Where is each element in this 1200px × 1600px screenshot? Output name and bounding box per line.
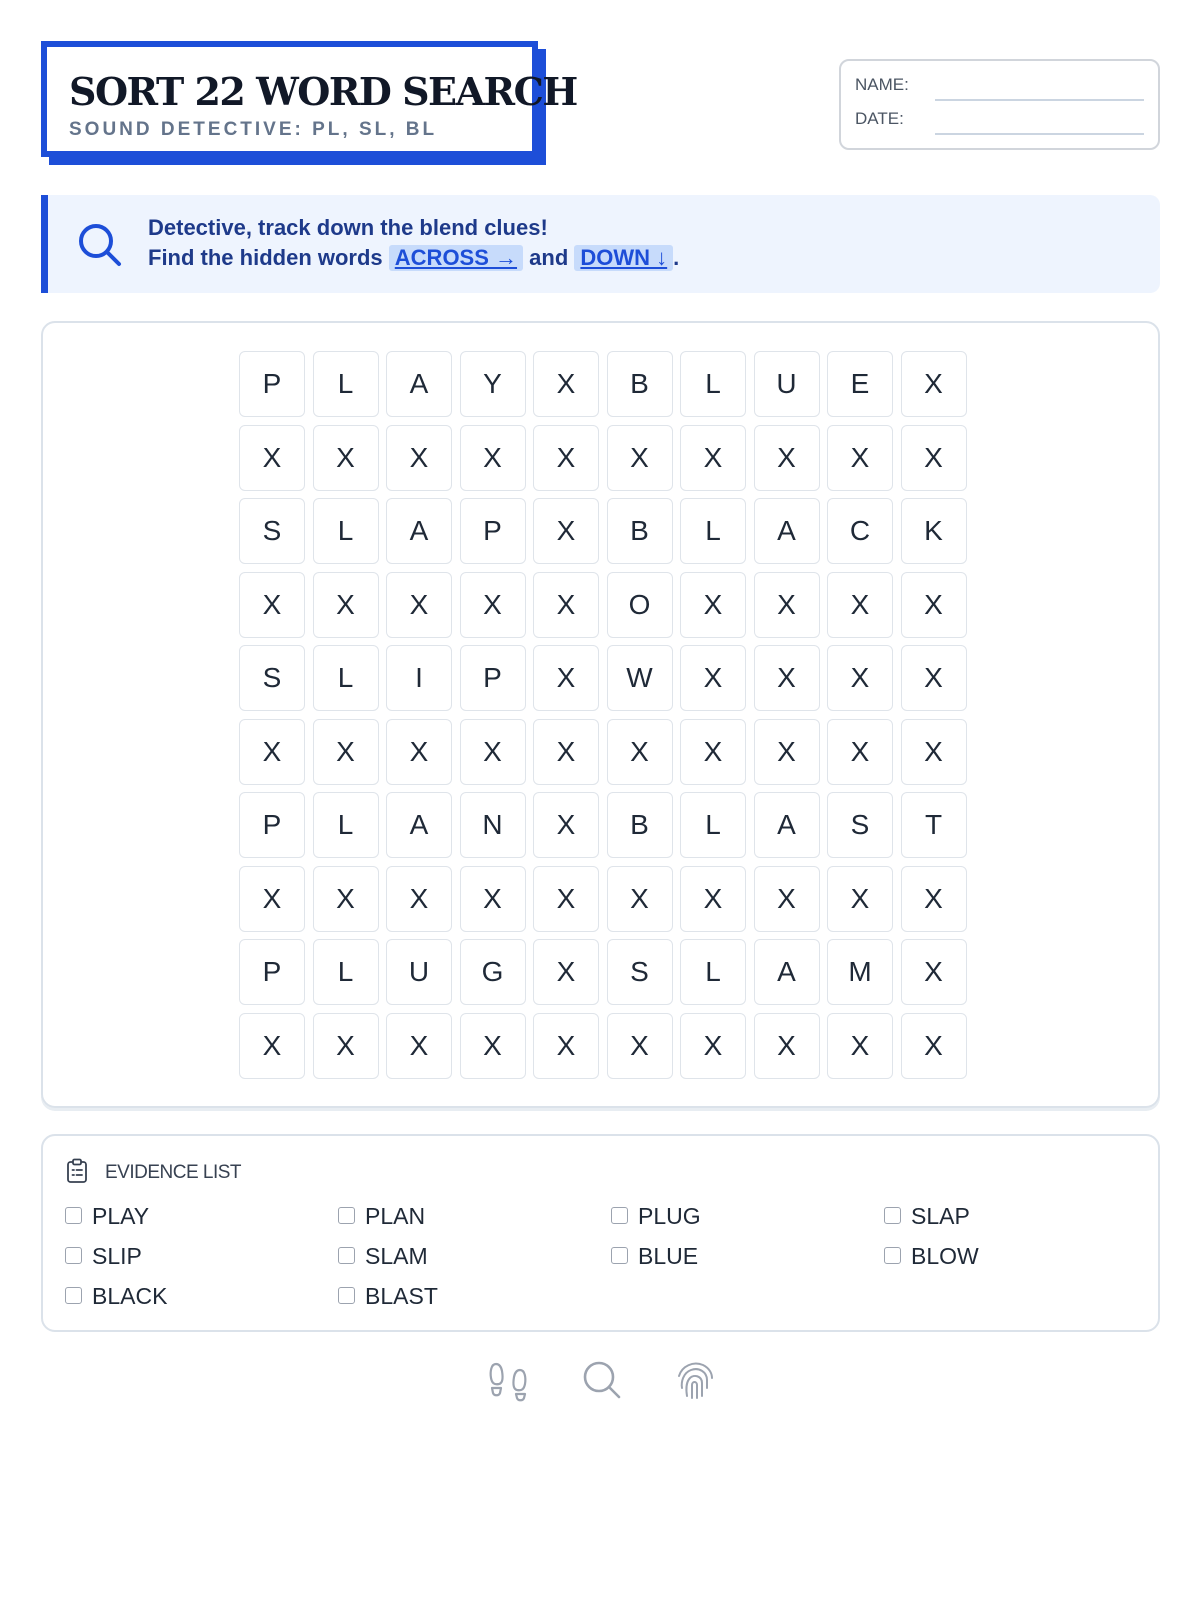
grid-cell[interactable]: X <box>460 866 526 932</box>
evidence-checkbox[interactable] <box>611 1207 628 1224</box>
grid-cell[interactable]: X <box>607 719 673 785</box>
instructions-banner <box>41 195 1160 293</box>
clipboard-icon <box>65 1158 89 1184</box>
grid-cell[interactable]: A <box>754 939 820 1005</box>
grid-cell[interactable]: X <box>533 498 599 564</box>
grid-cell[interactable]: X <box>239 866 305 932</box>
magnifying-glass-icon <box>580 1358 624 1402</box>
grid-cell[interactable]: L <box>680 792 746 858</box>
instructions-period: . <box>673 245 680 270</box>
page-subtitle: SOUND DETECTIVE: PL, SL, BL <box>69 119 438 140</box>
evidence-item[interactable] <box>338 1276 611 1316</box>
evidence-word: SLAM <box>365 1243 428 1269</box>
grid-cell[interactable]: X <box>607 425 673 491</box>
and-text: and <box>529 245 569 270</box>
grid-cell[interactable]: I <box>386 645 452 711</box>
grid-cell[interactable]: X <box>313 866 379 932</box>
name-field[interactable] <box>935 99 1144 101</box>
evidence-checkbox[interactable] <box>65 1287 82 1304</box>
grid-cell[interactable]: O <box>607 572 673 638</box>
grid-cell[interactable]: C <box>827 498 893 564</box>
grid-cell[interactable]: S <box>239 645 305 711</box>
grid-cell[interactable]: B <box>607 351 673 417</box>
grid-cell[interactable]: X <box>533 1013 599 1079</box>
grid-cell[interactable]: X <box>827 425 893 491</box>
instructions-prefix: Find the hidden words <box>148 245 383 270</box>
grid-cell[interactable]: A <box>386 351 452 417</box>
evidence-item[interactable] <box>611 1236 884 1276</box>
grid-cell[interactable]: A <box>386 498 452 564</box>
grid-cell[interactable]: X <box>386 425 452 491</box>
grid-cell[interactable]: S <box>827 792 893 858</box>
date-field[interactable] <box>935 133 1144 135</box>
evidence-word: BLOW <box>911 1243 979 1269</box>
evidence-item[interactable] <box>338 1196 611 1236</box>
evidence-word: SLIP <box>92 1243 142 1269</box>
grid-cell[interactable]: X <box>901 645 967 711</box>
evidence-list <box>41 1134 1160 1332</box>
grid-cell[interactable]: B <box>607 792 673 858</box>
evidence-item[interactable] <box>884 1236 1157 1276</box>
evidence-item[interactable] <box>338 1236 611 1276</box>
grid-cell[interactable]: X <box>827 719 893 785</box>
grid-cell[interactable]: X <box>533 425 599 491</box>
grid-cell[interactable]: X <box>901 866 967 932</box>
grid-cell[interactable]: W <box>607 645 673 711</box>
grid-cell[interactable]: P <box>239 351 305 417</box>
evidence-word: BLAST <box>365 1283 438 1309</box>
grid-cell[interactable]: X <box>754 719 820 785</box>
grid-cell[interactable]: M <box>827 939 893 1005</box>
grid-cell[interactable]: X <box>533 572 599 638</box>
word-list <box>65 1196 1155 1316</box>
grid-cell[interactable]: B <box>607 498 673 564</box>
evidence-checkbox[interactable] <box>65 1207 82 1224</box>
grid-cell[interactable]: A <box>754 498 820 564</box>
grid-cell[interactable]: X <box>460 1013 526 1079</box>
grid-cell[interactable]: X <box>754 425 820 491</box>
grid-cell[interactable]: X <box>460 572 526 638</box>
grid-cell[interactable]: G <box>460 939 526 1005</box>
grid-cell[interactable]: X <box>901 719 967 785</box>
grid-cell[interactable]: X <box>901 425 967 491</box>
grid-cell[interactable]: L <box>313 351 379 417</box>
grid-cell[interactable]: L <box>680 939 746 1005</box>
grid-cell[interactable]: X <box>239 572 305 638</box>
evidence-word: PLUG <box>638 1203 701 1229</box>
grid-cell[interactable]: X <box>901 939 967 1005</box>
evidence-checkbox[interactable] <box>338 1247 355 1264</box>
grid-cell[interactable]: L <box>680 351 746 417</box>
evidence-checkbox[interactable] <box>338 1207 355 1224</box>
grid-cell[interactable]: N <box>460 792 526 858</box>
page-title: SORT 22 WORD SEARCH <box>69 69 577 114</box>
date-label: DATE: <box>855 109 904 128</box>
across-tag: ACROSS → <box>389 245 523 271</box>
evidence-checkbox[interactable] <box>884 1207 901 1224</box>
grid-cell[interactable]: X <box>313 572 379 638</box>
evidence-item[interactable] <box>884 1196 1157 1236</box>
grid-cell[interactable]: X <box>680 645 746 711</box>
footprints-icon <box>487 1358 531 1402</box>
grid-cell[interactable]: X <box>827 1013 893 1079</box>
grid-cell[interactable]: X <box>827 645 893 711</box>
grid-cell[interactable]: X <box>680 1013 746 1079</box>
title-box <box>41 41 577 157</box>
grid-cell[interactable]: P <box>239 939 305 1005</box>
grid-cell[interactable]: X <box>239 1013 305 1079</box>
evidence-word: PLAN <box>365 1203 426 1229</box>
grid-cell[interactable]: U <box>754 351 820 417</box>
grid-cell[interactable]: X <box>901 572 967 638</box>
instructions-line-1: Detective, track down the blend clues! <box>148 215 548 240</box>
grid-cell[interactable]: X <box>313 1013 379 1079</box>
grid-cell[interactable]: L <box>313 792 379 858</box>
evidence-item[interactable] <box>611 1196 884 1236</box>
grid-cell[interactable]: X <box>607 866 673 932</box>
grid-cell[interactable]: X <box>386 1013 452 1079</box>
instructions-line-2 <box>148 245 679 271</box>
evidence-word: PLAY <box>92 1203 150 1229</box>
grid-cell[interactable]: X <box>460 425 526 491</box>
grid-cell[interactable]: X <box>533 792 599 858</box>
grid-cell[interactable]: L <box>680 498 746 564</box>
grid-cell[interactable]: X <box>533 645 599 711</box>
grid-cell[interactable]: X <box>754 645 820 711</box>
grid-cell[interactable]: X <box>607 1013 673 1079</box>
grid-cell[interactable]: X <box>386 866 452 932</box>
evidence-word: BLUE <box>638 1243 699 1269</box>
grid-cell[interactable]: L <box>313 645 379 711</box>
grid-cell[interactable]: X <box>754 866 820 932</box>
grid-cell[interactable]: Y <box>460 351 526 417</box>
puzzle-panel <box>41 321 1160 1108</box>
fingerprint-icon <box>673 1358 717 1402</box>
letter-grid <box>239 351 967 1079</box>
grid-cell[interactable]: U <box>386 939 452 1005</box>
grid-cell[interactable]: X <box>533 351 599 417</box>
evidence-item[interactable] <box>65 1196 338 1236</box>
grid-cell[interactable]: X <box>386 719 452 785</box>
grid-cell[interactable]: X <box>680 425 746 491</box>
grid-cell[interactable]: K <box>901 498 967 564</box>
magnifying-glass-icon <box>76 221 124 269</box>
name-row <box>855 75 1144 101</box>
grid-cell[interactable]: X <box>533 719 599 785</box>
name-label: NAME: <box>855 75 909 94</box>
evidence-item[interactable] <box>65 1236 338 1276</box>
down-tag: DOWN ↓ <box>574 245 673 271</box>
grid-cell[interactable]: X <box>680 719 746 785</box>
grid-cell[interactable]: X <box>901 1013 967 1079</box>
grid-cell[interactable]: X <box>533 939 599 1005</box>
grid-cell[interactable]: P <box>239 792 305 858</box>
grid-cell[interactable]: E <box>827 351 893 417</box>
grid-cell[interactable]: X <box>533 866 599 932</box>
evidence-checkbox[interactable] <box>338 1287 355 1304</box>
evidence-checkbox[interactable] <box>65 1247 82 1264</box>
name-date-box <box>839 59 1160 150</box>
grid-cell[interactable]: A <box>754 792 820 858</box>
grid-cell[interactable]: A <box>386 792 452 858</box>
grid-cell[interactable]: X <box>827 866 893 932</box>
evidence-checkbox[interactable] <box>884 1247 901 1264</box>
grid-cell[interactable]: X <box>313 719 379 785</box>
grid-cell[interactable]: X <box>901 351 967 417</box>
grid-cell[interactable]: X <box>680 572 746 638</box>
evidence-word: SLAP <box>911 1203 970 1229</box>
evidence-item[interactable] <box>65 1276 338 1316</box>
grid-cell[interactable]: X <box>680 866 746 932</box>
grid-cell[interactable]: X <box>754 1013 820 1079</box>
evidence-word: BLACK <box>92 1283 168 1309</box>
grid-cell[interactable]: L <box>313 498 379 564</box>
grid-cell[interactable]: X <box>460 719 526 785</box>
grid-cell[interactable]: L <box>313 939 379 1005</box>
evidence-checkbox[interactable] <box>611 1247 628 1264</box>
grid-cell[interactable]: S <box>607 939 673 1005</box>
grid-cell[interactable]: P <box>460 645 526 711</box>
grid-cell[interactable]: X <box>754 572 820 638</box>
evidence-title: EVIDENCE LIST <box>105 1162 242 1183</box>
grid-cell[interactable]: X <box>239 719 305 785</box>
grid-cell[interactable]: X <box>827 572 893 638</box>
grid-cell[interactable]: P <box>460 498 526 564</box>
grid-cell[interactable]: X <box>313 425 379 491</box>
grid-cell[interactable]: S <box>239 498 305 564</box>
grid-cell[interactable]: X <box>239 425 305 491</box>
grid-cell[interactable]: T <box>901 792 967 858</box>
grid-cell[interactable]: X <box>386 572 452 638</box>
date-row <box>855 109 1144 135</box>
